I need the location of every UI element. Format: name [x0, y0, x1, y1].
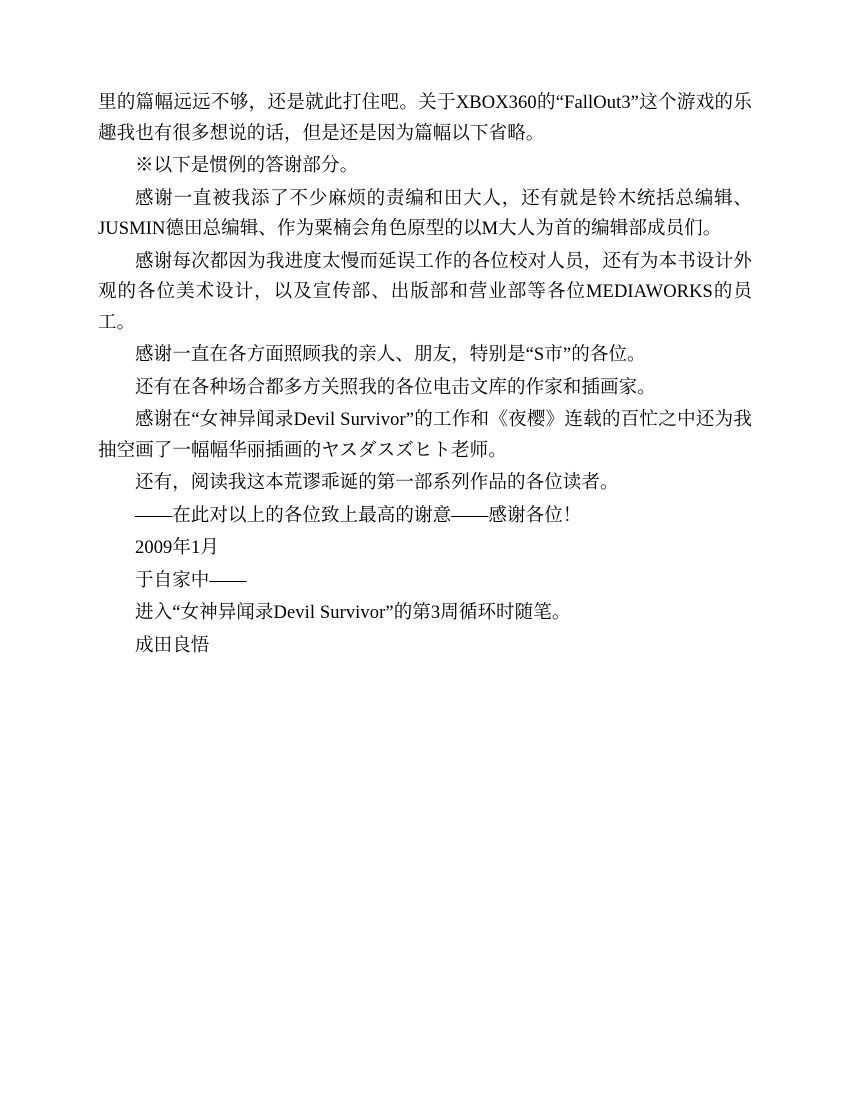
paragraph-5: 感谢一直在各方面照顾我的亲人、朋友，特别是“S市”的各位。 — [135, 345, 646, 365]
paragraph-note: 进入“女神异闻录Devil Survivor”的第3周循环时随笔。 — [135, 603, 571, 623]
paragraph-date: 2009年1月 — [135, 538, 219, 558]
paragraph-signature: 成田良悟 — [135, 635, 210, 656]
paragraph-7: 感谢在“女神异闻录Devil Survivor”的工作和《夜樱》连载的百忙之中还为我抽空画了一幅幅华丽插画的ヤスダスズヒト老师。 — [98, 410, 752, 461]
paragraph-9: ——在此对以上的各位致上最高的谢意——感谢各位！ — [135, 505, 582, 526]
paragraph-3: 感谢一直被我添了不少麻烦的责编和田大人，还有就是铃木统括总编辑、JUSMIN德田总编辑、作为粟楠会角色原型的以M大人为首的编辑部成员们。 — [98, 188, 752, 239]
paragraph-location: 于自家中—— — [135, 570, 247, 591]
page-text-body — [98, 88, 752, 663]
paragraph-1: 里的篇幅远远不够，还是就此打住吧。关于XBOX360的“FallOut3”这个游戏的乐趣我也有很多想说的话，但是还是因为篇幅以下省略。 — [98, 93, 752, 144]
paragraph-2: ※以下是惯例的答谢部分。 — [135, 156, 359, 176]
paragraph-4: 感谢每次都因为我进度太慢而延误工作的各位校对人员，还有为本书设计外观的各位美术设计，以及宣传部、出版部和营业部等各位MEDIAWORKS的员工。 — [98, 251, 752, 333]
paragraph-6: 还有在各种场合都多方关照我的各位电击文库的作家和插画家。 — [135, 377, 656, 398]
paragraph-8: 还有，阅读我这本荒谬乖诞的第一部系列作品的各位读者。 — [135, 473, 619, 493]
